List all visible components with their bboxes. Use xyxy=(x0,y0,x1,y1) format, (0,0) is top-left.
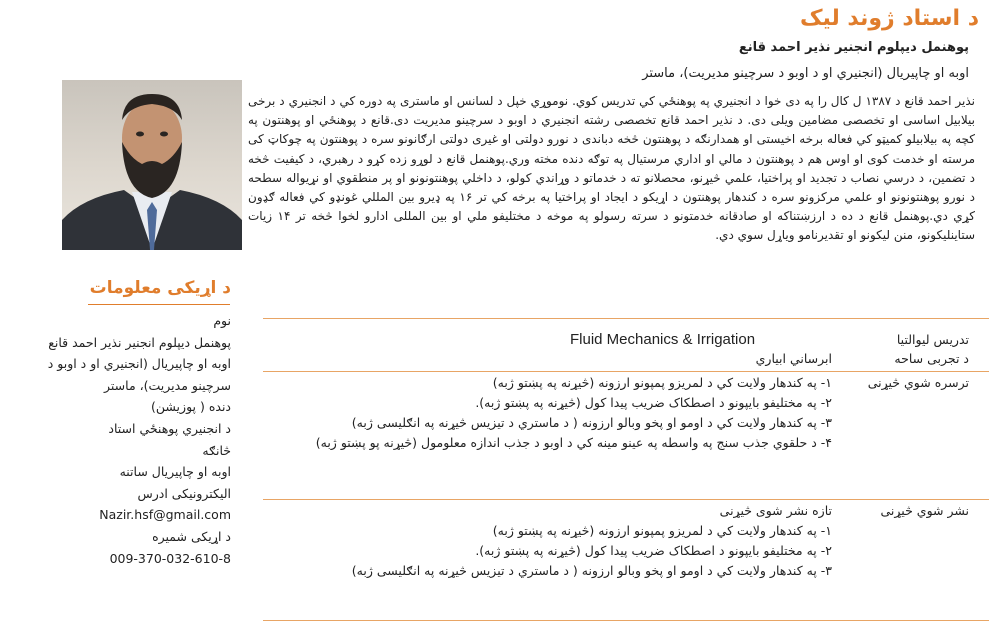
published-list xyxy=(262,501,832,581)
contact-department-label: څانګه xyxy=(202,442,231,458)
teaching-value: Fluid Mechanics & Irrigation xyxy=(570,331,756,348)
contact-email-label: اليکترونيکی ادرس xyxy=(137,485,231,501)
teacher-photo xyxy=(62,80,242,250)
section-divider xyxy=(263,318,989,319)
contact-position-label: دنده ( پوزيشن) xyxy=(151,399,231,415)
contact-phone-value: 009-370-032-610-8 xyxy=(109,550,231,566)
page-title: د استاد ژوند ليک xyxy=(799,6,979,31)
research-item: ۴- د حلقوي جذب سنج په واسطه په عينو مينه کي د اوبو د جذب اندازه معلومول (څيړنه پو پښتو ژبه) xyxy=(315,435,832,450)
research-label: ترسره شوي څيړنی xyxy=(867,375,969,390)
contact-name-value: پوهنمل ديپلوم انجنير نذير احمد قانع xyxy=(48,334,231,350)
teacher-name: پوهنمل ديپلوم انجنير نذير احمد قانع xyxy=(738,40,969,55)
contact-divider xyxy=(88,304,230,305)
teacher-degree: اوبه او چاپيريال (انجنيري او د اوبو د سرچينو مديريت)، ماستر xyxy=(642,66,969,81)
contact-phone-label: د اړيکی شميره xyxy=(152,528,231,544)
section-divider xyxy=(263,620,989,621)
published-item: ۱- په کندهار ولايت کي د لمريزو پمپونو ارزونه (څيړنه په پښتو ژبه) xyxy=(492,523,832,538)
biography-text: نذير احمد قانع د ۱۳۸۷ ل کال را په دی خوا د انجنيري په پوهنځي کي تدريس کوي. نوموړي خپل د لسانس او ماستری په دوره کي د انجنيري د برخی بيلابيل اساسی او تخصصی مضامين ويلی دی. د نذير احمد قانع تخصصی رشته انجنيري د اوبو د سرچينو مديريت دی.قانع د پوهنځي او پوهنتون په کچه په بيلابيلو کميټو کي فعاله برخه اخيستی او همدارنګه د پوهنتون څخه دباندی د نورو دولتی او غيری دولتی ارګانونو سره د پوهنتون په چوکاټ کی مرسته او خدمت کوی او اوس هم د پوهنتون د مالي او اداري مرستيال په توګه دنده مخته وري.پوهنمل قانع د لوړو زده کړو د رهبري، د کيفيت څخه د تضمين، د درسي نصاب د تجديد او پراختيا، علمي څيړنو، محصلانو ته د خدماتو د وړاندي کولو، د داخلي پوهنتونونو او پر منطقوي او نړيواله سطحه د نورو پوهنتونونو او علمي مرکزونو سره د کندهار پوهنتون د اړيکو د ايجاد او پراختيا په برخه کي تر ۱۶ په ډيرو بين المللي غونډو کي فعاله ګډون کړي دي.پوهنمل قانع د ده د ارزښتناکه او صادقانه خدمتونو د سرته رسولو په موخه د مختليفو ملي او بين المللی ادارو لخوا څخه تر ۱۴ زيات ستاينليکونو، منن ليکونو او تقديرنامو وياړل سوي دي. xyxy=(248,94,976,243)
contact-name-label: نوم xyxy=(213,313,231,328)
contact-department-value: اوبه او چاپيريال ساتنه xyxy=(119,464,231,480)
section-divider xyxy=(263,371,989,372)
research-item: ۱- په کندهار ولايت کي د لمريزو پمپونو ارزونه (څيړنه په پښتو ژبه) xyxy=(492,375,832,390)
experience-label: د تجربی ساحه xyxy=(894,351,969,366)
teaching-label: تدريس ليوالتيا xyxy=(896,332,969,347)
section-divider xyxy=(263,499,989,500)
contact-heading: د اړيکی معلومات xyxy=(89,278,231,298)
contact-degree-value: اوبه او چاپيريال (انجنيري او د اوبو د سرچينو مديريت)، ماستر xyxy=(47,356,231,393)
research-list xyxy=(262,373,832,453)
contact-info xyxy=(21,310,231,569)
contact-position-value: د انجنيري پوهنځي استاد xyxy=(108,420,231,436)
contact-email-link[interactable]: Nazir.hsf@gmail.com xyxy=(99,507,231,523)
research-item: ۳- په کندهار ولايت کي د اومو او پخو وبالو ارزونه ( د ماستري د تيزيس څيړنه په انګليسی ژبه) xyxy=(351,415,832,430)
published-item: ۲- په مختليفو بايپونو د اصطکاک ضريب پيدا کول (څيړنه په پښتو ژبه). xyxy=(475,543,832,558)
published-title: تازه نشر شوی څيړنی xyxy=(719,503,832,518)
published-item: ۳- په کندهار ولايت کي د اومو او پخو وبالو ارزونه ( د ماستري د تيزيس څيړنه په انګليسی ژبه) xyxy=(351,563,832,578)
published-label: نشر شوي څيړنی xyxy=(880,503,969,518)
experience-value: ابرساني ابياري xyxy=(755,351,832,366)
research-item: ۲- په مختليفو بايپونو د اصطکاک ضريب پيدا کول (څيړنه په پښتو ژبه). xyxy=(475,395,832,410)
